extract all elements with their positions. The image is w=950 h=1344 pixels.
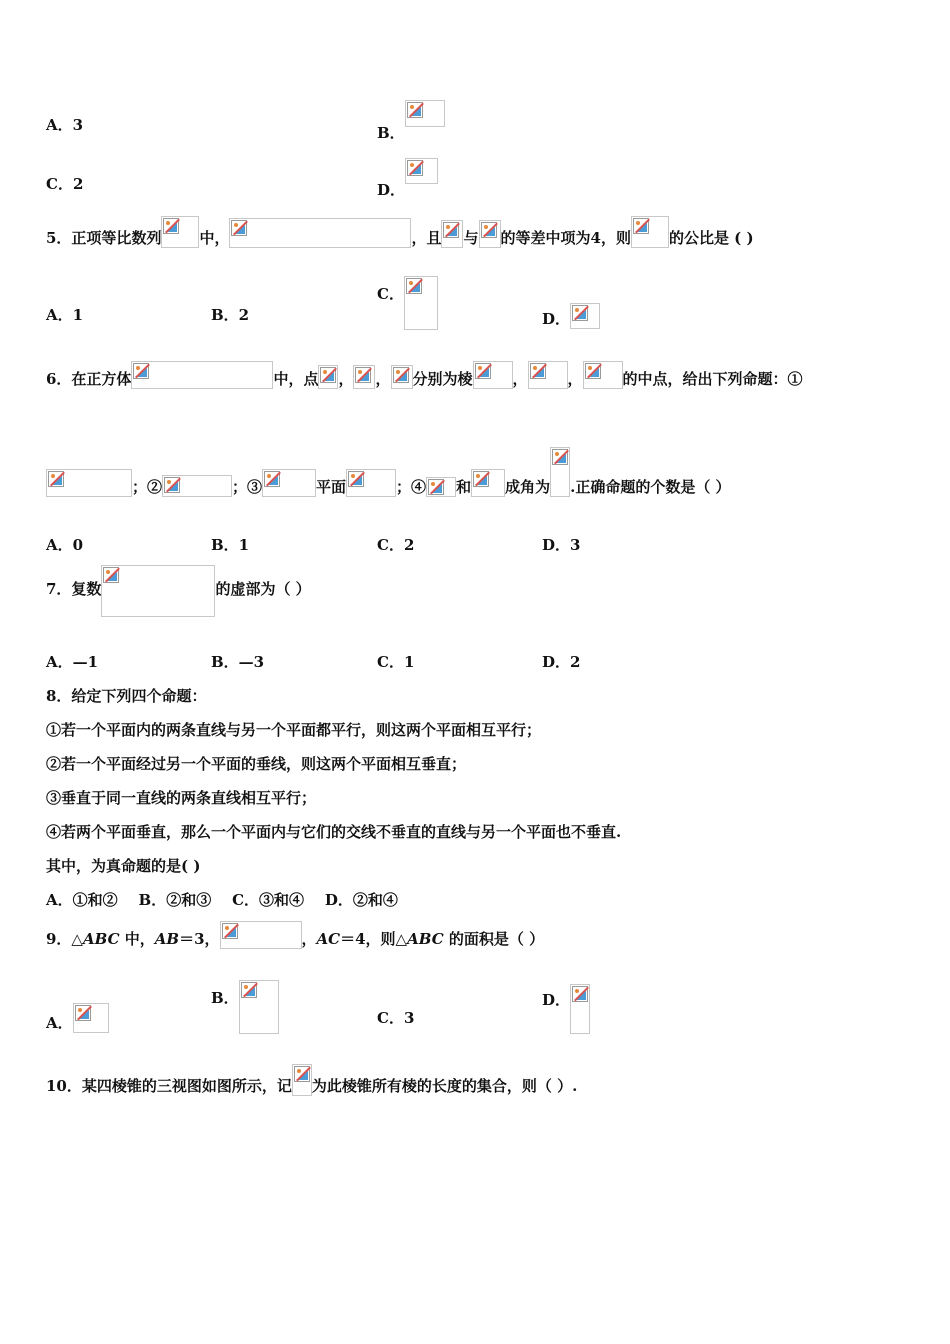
q6-text: 平面 xyxy=(316,478,347,496)
q9-triangle-label: ABC xyxy=(82,930,120,948)
q4-option-b-label: B． xyxy=(377,124,405,142)
q6-text: 和 xyxy=(456,478,472,496)
formula-image-icon xyxy=(162,475,232,497)
q6-text: 成角为 xyxy=(505,478,551,496)
question-8-stem: 8．给定下列四个命题： xyxy=(46,687,207,705)
q4-option-a: A．3 xyxy=(46,116,84,134)
q5-option-c-label: C． xyxy=(377,285,404,303)
q6-option-d: D．3 xyxy=(542,536,581,554)
q8-statement-2: ②若一个平面经过另一个平面的垂线，则这两个平面相互垂直； xyxy=(46,755,467,773)
q8-statement-3: ③垂直于同一直线的两条直线相互平行； xyxy=(46,789,317,807)
q8-statement-4: ④若两个平面垂直，那么一个平面内与它们的交线不垂直的直线与另一个平面也不垂直. xyxy=(46,823,622,841)
q6-option-b: B．1 xyxy=(211,536,250,554)
q4-option-c: C．2 xyxy=(46,175,84,193)
formula-image-icon xyxy=(229,218,411,248)
q9-option-c: C．3 xyxy=(377,1009,415,1027)
q5-option-b: B．2 xyxy=(211,306,250,324)
q6-text: ；② xyxy=(132,478,163,496)
q9-text: 中， xyxy=(119,930,155,948)
q7-prefix: 7．复数 xyxy=(46,580,102,598)
q9-option-b-label: B． xyxy=(211,989,239,1007)
q5-option-d-label: D． xyxy=(542,310,571,328)
q10-prefix: 10．某四棱锥的三视图如图所示，记 xyxy=(46,1077,292,1095)
question-9-stem xyxy=(46,921,544,951)
q6-text: ；④ xyxy=(396,478,427,496)
q9-text: ， xyxy=(301,930,317,948)
q6-text: ， xyxy=(567,370,583,388)
q9-text: 的面积是（ ） xyxy=(443,930,545,948)
question-7-stem xyxy=(46,565,311,619)
q6-text: 分别为棱 xyxy=(412,370,473,388)
q5-option-a: A．1 xyxy=(46,306,84,324)
q6-text: 中，点 xyxy=(273,370,319,388)
q5-text: ，且 xyxy=(411,229,442,247)
q6-text: ；③ xyxy=(232,478,263,496)
q7-option-c: C．1 xyxy=(377,653,415,671)
q6-text: ， xyxy=(338,370,354,388)
formula-image-icon xyxy=(346,469,396,497)
formula-image-icon xyxy=(353,365,375,389)
formula-image-icon xyxy=(471,469,505,497)
q8-options: A．①和② B．②和③ C．③和④ D．②和④ xyxy=(46,891,398,909)
formula-image-icon xyxy=(318,365,338,389)
q4-option-d-label: D． xyxy=(377,181,406,199)
q6-option-a: A．0 xyxy=(46,536,84,554)
q7-option-d: D．2 xyxy=(542,653,581,671)
q9-option-b xyxy=(211,980,279,1034)
question-6-stem xyxy=(46,361,803,391)
q9-option-d xyxy=(542,984,590,1034)
q5-text: 中， xyxy=(199,229,230,247)
q5-text: 的等差中项为4，则 xyxy=(500,229,631,247)
q7-option-b: B．—3 xyxy=(211,653,265,671)
q6-option-c: C．2 xyxy=(377,536,415,554)
formula-image-icon xyxy=(101,565,215,617)
q9-side-ac: AC xyxy=(316,930,341,948)
q7-suffix: 的虚部为（ ） xyxy=(215,580,311,598)
formula-image-icon xyxy=(479,220,501,248)
formula-image-icon xyxy=(570,303,600,329)
formula-image-icon xyxy=(73,1003,109,1033)
q5-prefix: 5．正项等比数列 xyxy=(46,229,162,247)
q6-prefix: 6．在正方体 xyxy=(46,370,132,388)
formula-image-icon xyxy=(631,216,669,248)
q6-text: 的中点，给出下列命题：① xyxy=(622,370,803,388)
formula-image-icon xyxy=(570,984,590,1034)
formula-image-icon xyxy=(262,469,316,497)
question-10-stem xyxy=(46,1064,577,1098)
formula-image-icon xyxy=(528,361,568,389)
q9-side-ab: AB xyxy=(154,930,180,948)
formula-image-icon xyxy=(426,477,456,497)
formula-image-icon xyxy=(131,361,273,389)
formula-image-icon xyxy=(239,980,279,1034)
q4-option-d xyxy=(377,158,438,199)
q5-option-c xyxy=(377,276,438,330)
q9-triangle-label: ABC xyxy=(407,930,444,948)
formula-image-icon xyxy=(220,921,302,949)
formula-image-icon xyxy=(405,158,438,184)
formula-image-icon xyxy=(46,469,132,497)
formula-image-icon xyxy=(441,220,463,248)
q10-suffix: 为此棱锥所有棱的长度的集合，则（ ）. xyxy=(311,1077,578,1095)
question-6-statements xyxy=(46,447,731,499)
question-5-stem xyxy=(46,216,754,250)
formula-image-icon xyxy=(473,361,513,389)
q9-text: 9．△ xyxy=(46,930,83,948)
q6-text: ， xyxy=(512,370,528,388)
q9-option-a xyxy=(46,1003,109,1033)
q4-option-b xyxy=(377,100,445,142)
formula-image-icon xyxy=(404,276,438,330)
formula-image-icon xyxy=(391,365,413,389)
q8-statement-1: ①若一个平面内的两条直线与另一个平面都平行，则这两个平面相互平行； xyxy=(46,721,542,739)
q5-text: 与 xyxy=(463,229,479,247)
q8-question: 其中，为真命题的是( ) xyxy=(46,857,201,875)
formula-image-icon xyxy=(550,447,570,497)
q9-text: ＝3， xyxy=(179,930,220,948)
formula-image-icon xyxy=(405,100,445,127)
q7-option-a: A．—1 xyxy=(46,653,99,671)
formula-image-icon xyxy=(161,216,199,248)
formula-image-icon xyxy=(583,361,623,389)
formula-image-icon xyxy=(292,1064,312,1096)
q9-option-d-label: D． xyxy=(542,991,571,1009)
q6-text: .正确命题的个数是（ ） xyxy=(570,478,731,496)
q9-option-a-label: A． xyxy=(46,1014,73,1032)
q6-text: ， xyxy=(375,370,391,388)
q5-text: 的公比是 ( ) xyxy=(668,229,754,247)
q5-option-d xyxy=(542,303,600,329)
q9-text: ＝4，则△ xyxy=(340,930,408,948)
